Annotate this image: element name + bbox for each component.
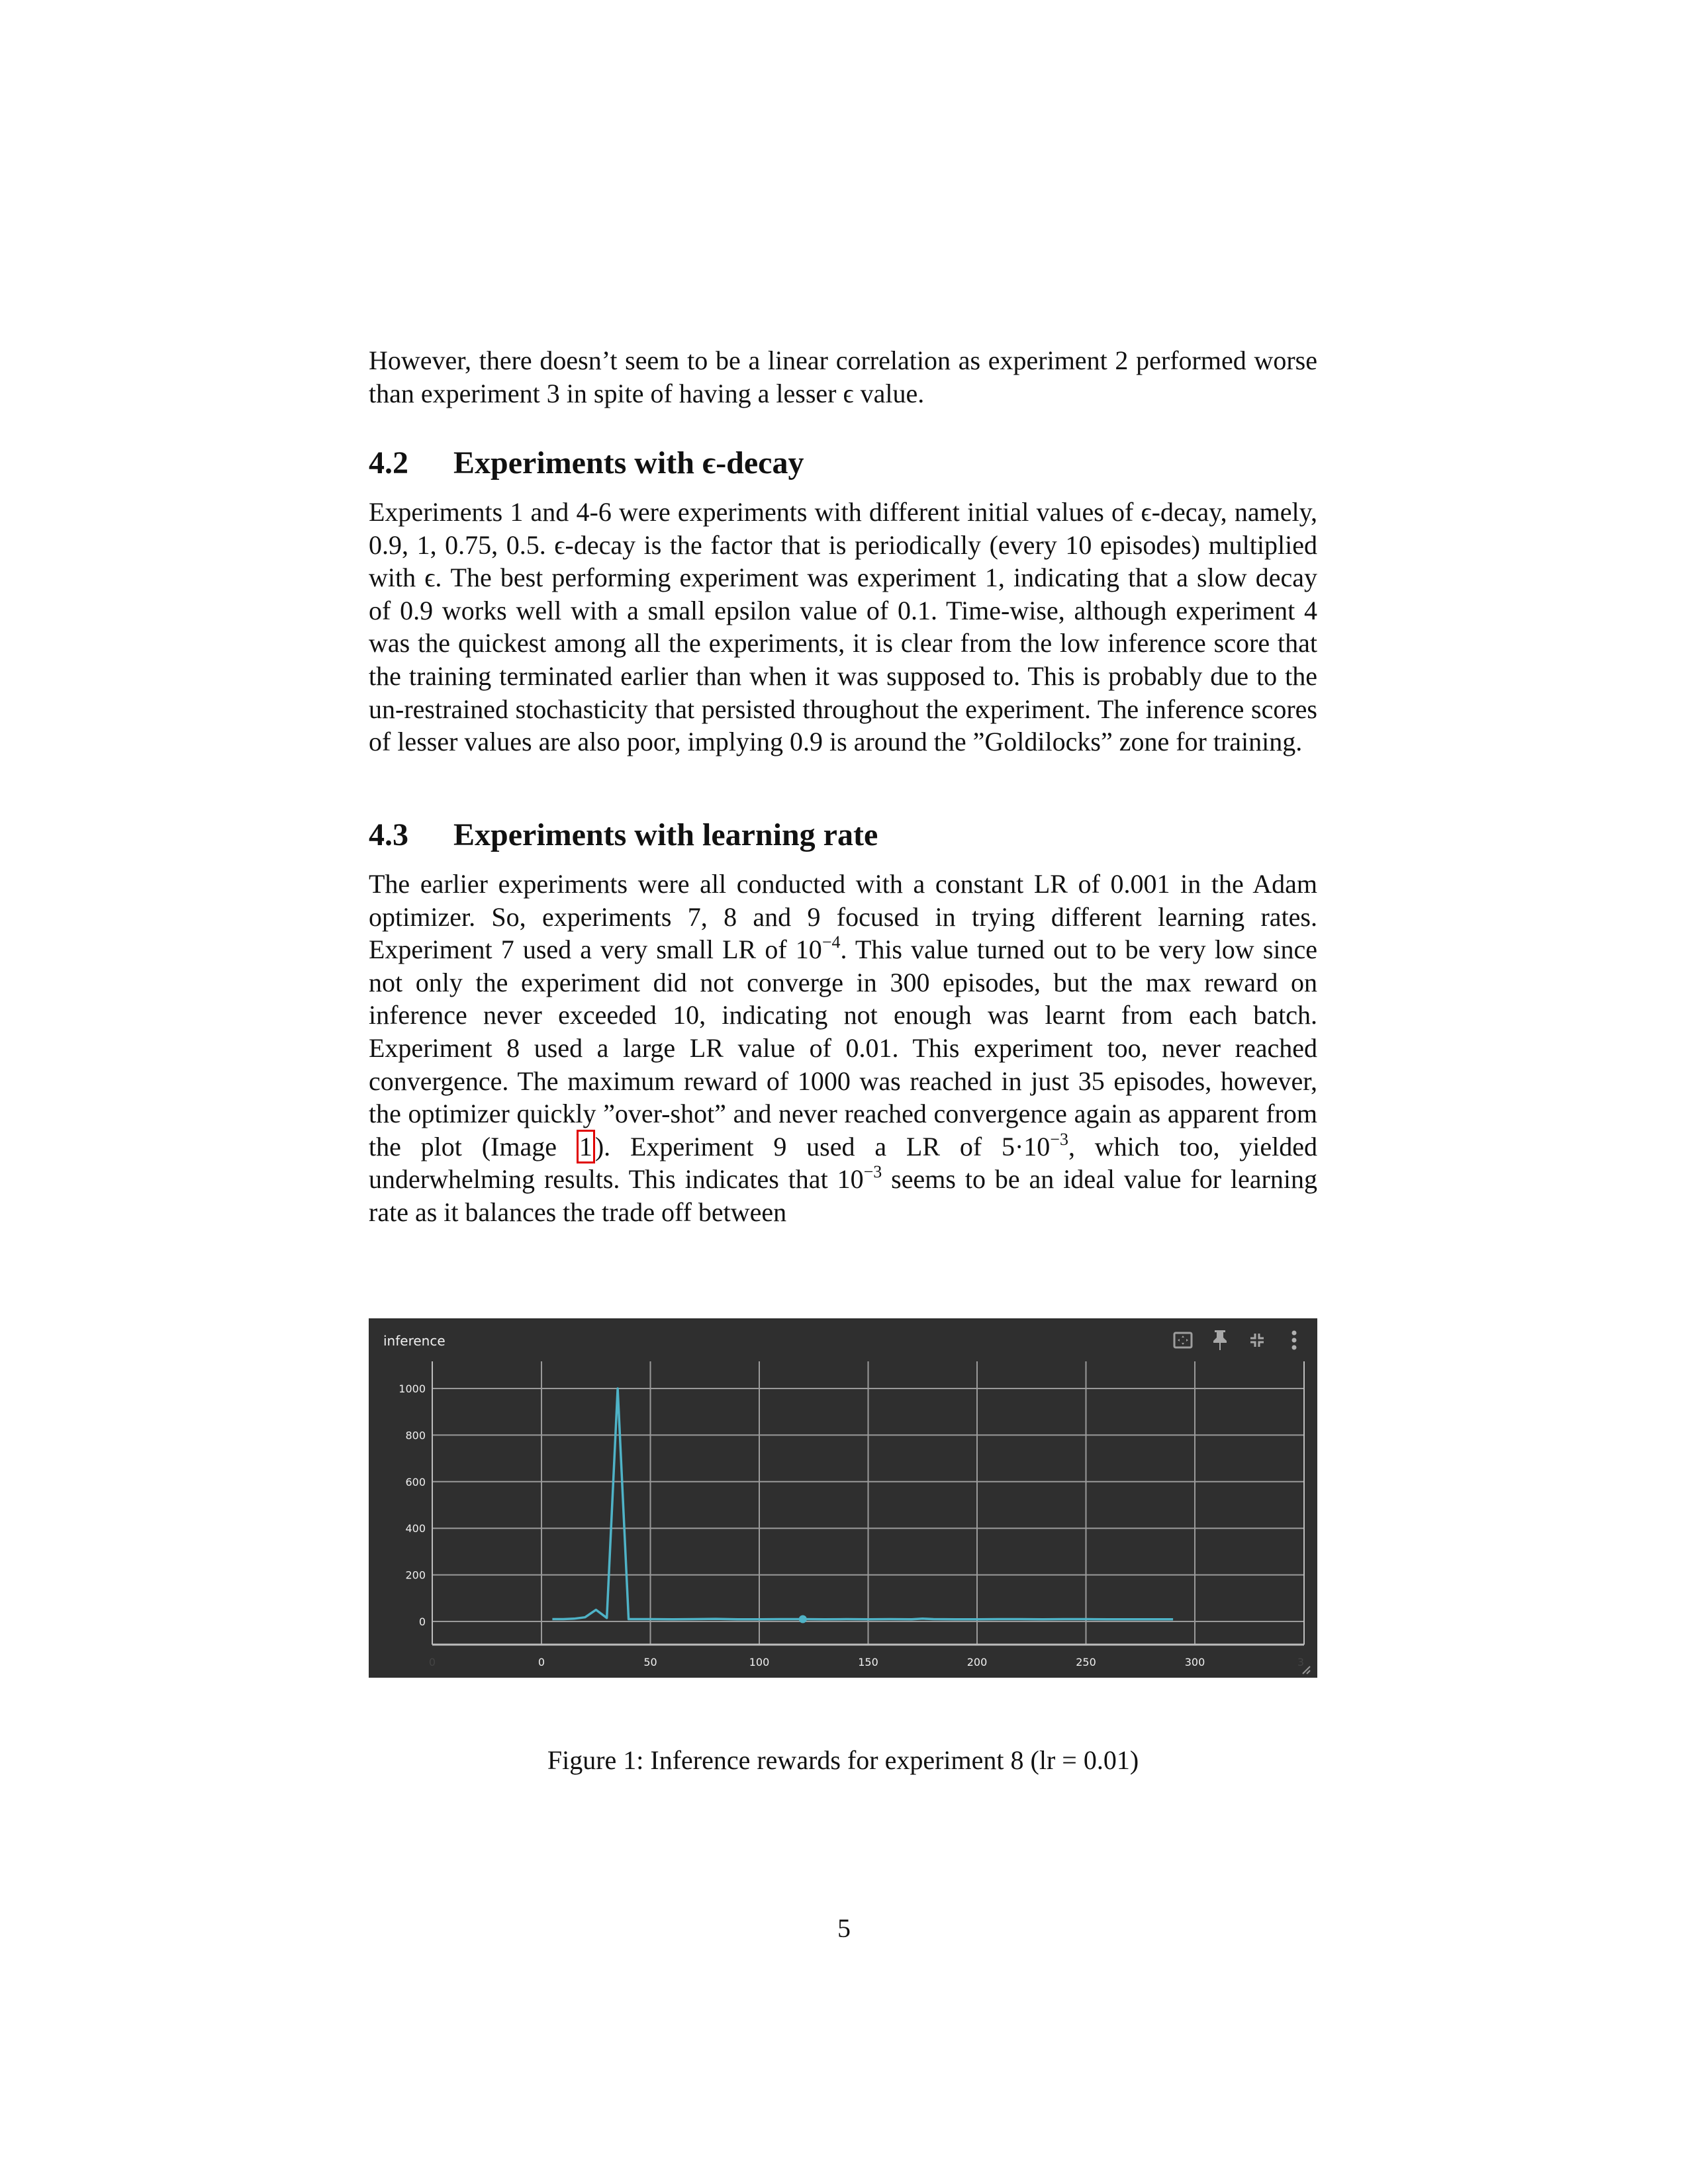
text-run: . This value turned out to be very low since not only the experiment did not converge in 300 episodes, but the max reward on inference never exceeded 10, indicating not enough was learnt from each batch. Experiment 8 used a large LR value of 0.01. This experiment too, never reached convergence. The maximum reward of 1000 was reached in just 35 episodes, however, the optimizer quickly ”over-shot” and never reached convergence again as apparent from the plot (Image (369, 934, 1318, 1161)
line-chart[interactable] (369, 1318, 1317, 1678)
figure-reference-link[interactable]: 1 (577, 1130, 595, 1163)
grid (399, 1361, 1304, 1668)
y-tick-label: 200 (405, 1569, 426, 1582)
collapse-icon[interactable] (1247, 1330, 1267, 1350)
section-title: Experiments with learning rate (453, 817, 878, 852)
svg-text:0: 0 (428, 1656, 436, 1668)
chart-card (369, 1318, 1317, 1678)
section-number: 4.3 (369, 817, 408, 852)
x-tick-label: 200 (966, 1656, 988, 1668)
section-4-2 (369, 445, 1317, 758)
svg-text:3: 3 (1297, 1656, 1304, 1668)
fit-domain-icon[interactable] (1173, 1330, 1193, 1350)
resize-handle-icon[interactable] (1301, 1664, 1311, 1674)
y-tick-label: 400 (405, 1522, 426, 1535)
x-tick-label: 0 (538, 1656, 545, 1668)
x-tick-label: 300 (1184, 1656, 1205, 1668)
section-heading (369, 445, 1317, 481)
section-heading (369, 817, 1317, 853)
section-paragraph (369, 868, 1317, 1229)
text-run: , which too, yielded underwhelming results. This indicates that 10 (369, 1131, 1318, 1195)
superscript: −4 (821, 933, 841, 952)
text-run: ). Experiment 9 used a LR of 5·10 (594, 1131, 1051, 1161)
pin-icon[interactable] (1210, 1330, 1230, 1350)
more-vert-icon[interactable] (1284, 1330, 1304, 1350)
intro-paragraph: However, there doesn’t seem to be a linear correlation as experiment 2 performed worse than experiment 3 in spite of having a lesser ϵ value. (369, 345, 1317, 408)
series-line (552, 1388, 1173, 1619)
y-tick-label: 1000 (399, 1383, 426, 1395)
section-title: Experiments with ϵ-decay (453, 445, 804, 480)
section-number: 4.2 (369, 445, 408, 480)
y-tick-label: 0 (418, 1615, 426, 1628)
chart-toolbar (1173, 1330, 1304, 1350)
chart-title: inference (383, 1333, 445, 1349)
x-tick-label: 100 (749, 1656, 770, 1668)
section-4-3 (369, 817, 1317, 1229)
y-tick-label: 800 (405, 1429, 426, 1442)
x-tick-label: 150 (858, 1656, 878, 1668)
section-paragraph: Experiments 1 and 4-6 were experiments with different initial values of ϵ-decay, namely, 0.9, 1, 0.75, 0.5. ϵ-decay is the factor that is periodically (every 10 episodes) multiplied with ϵ. The best performing experiment was experiment 1, indicating that a slow decay of 0.9 works well with a small epsilon value of 0.1. Time-wise, although experiment 4 was the quickest among all the experiments, it is clear from the low inference score that the training terminated earlier than when it was supposed to. This is probably due to the un-restrained stochasticity that persisted throughout the experiment. The inference scores of lesser values are also poor, implying 0.9 is around the ”Goldilocks” zone for training. (369, 497, 1317, 757)
text-run: seems to be an ideal value for learning rate as it balances the trade off between (369, 1164, 1317, 1227)
page-number: 5 (837, 1913, 851, 1943)
superscript: −3 (863, 1162, 882, 1182)
hover-point[interactable] (799, 1615, 807, 1623)
x-tick-label: 50 (643, 1656, 657, 1668)
intro-paragraph-block (369, 344, 1317, 410)
y-tick-label: 600 (405, 1475, 426, 1488)
superscript: −3 (1050, 1129, 1068, 1149)
x-tick-label: 250 (1076, 1656, 1096, 1668)
figure-caption: Figure 1: Inference rewards for experiment 8 (lr = 0.01) (547, 1745, 1139, 1775)
text-run: The earlier experiments were all conducted with a constant LR of 0.001 in the Adam optimizer. So, experiments 7, 8 and 9 focused in trying different learning rates. Experiment 7 used a very small LR of 10 (369, 869, 1317, 965)
